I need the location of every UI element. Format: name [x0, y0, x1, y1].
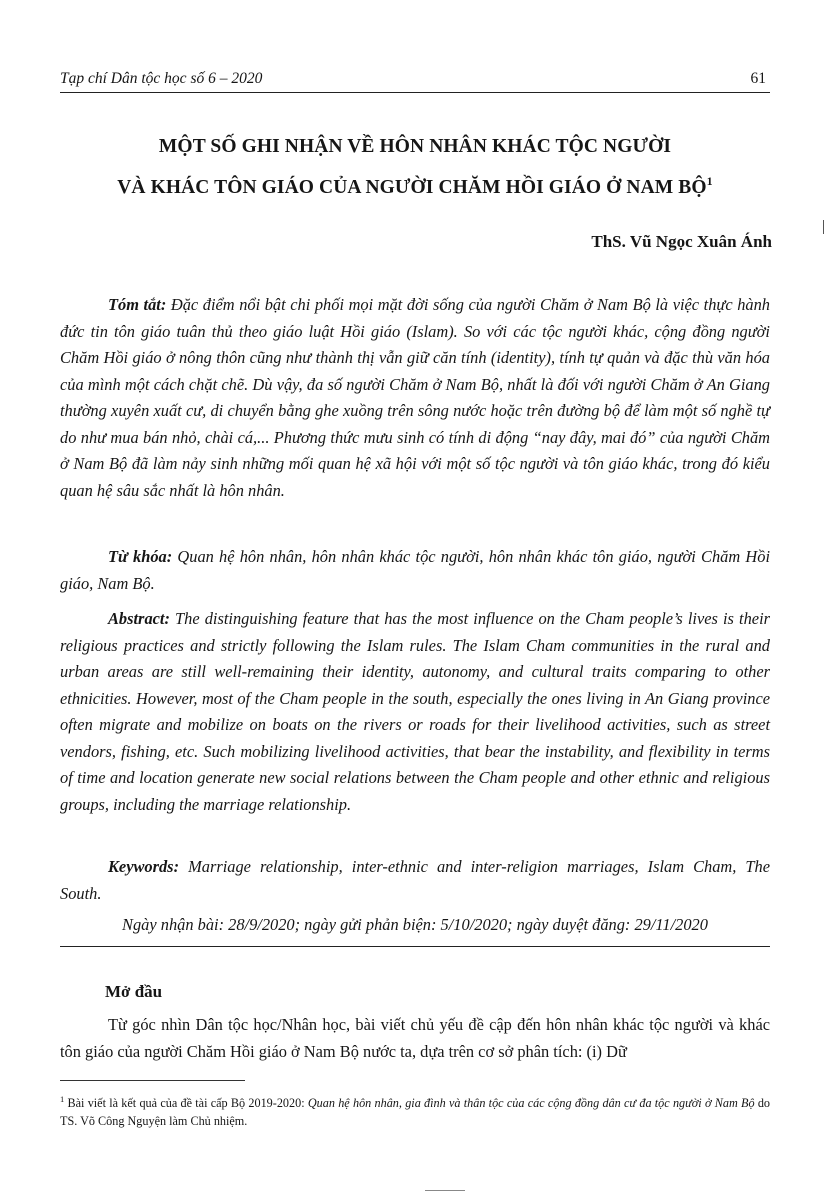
footnote	[60, 1090, 770, 1130]
keywords-vi-text: Quan hệ hôn nhân, hôn nhân khác tộc người, hôn nhân khác tôn giáo, người Chăm Hồi giáo, Nam Bộ.	[60, 547, 770, 593]
summary-text: Đặc điểm nổi bật chi phối mọi mặt đời sống của người Chăm ở Nam Bộ là việc thực hành đức tin tôn giáo tuân thủ theo giáo luật Hồi giáo (Islam). So với các tộc người khác, cộng đồng người Chăm Hồi giáo ở nông thôn cũng như thành thị vẫn giữ căn tính (identity), tính tự quản và đặc thù văn hóa của mình một cách chặt chẽ. Dù vậy, đa số người Chăm ở Nam Bộ, nhất là đối với người Chăm ở An Giang thường xuyên xuất cư, di chuyển bằng ghe xuồng trên sông nước hoặc trên đường bộ để làm một số nghề tự do như mua bán nhỏ, chài cá,... Phương thức mưu sinh có tính di động “nay đây, mai đó” của người Chăm ở Nam Bộ đã làm nảy sinh những mối quan hệ xã hội với một số tộc người và tôn giáo khác, trong đó kiểu quan hệ sâu sắc nhất là hôn nhân.	[60, 295, 770, 500]
footnote-mark: 1	[60, 1094, 65, 1104]
footnote-rule	[60, 1080, 245, 1081]
summary-label: Tóm tắt:	[108, 295, 167, 314]
footnote-prefix: Bài viết là kết quả của đề tài cấp Bộ 2019-2020:	[67, 1096, 308, 1111]
abstract-label: Abstract:	[108, 609, 170, 628]
keywords-en-text: Marriage relationship, inter-ethnic and inter-religion marriages, Islam Cham, The South.	[60, 857, 771, 903]
keywords-en-label: Keywords:	[108, 857, 180, 876]
intro-paragraph: Từ góc nhìn Dân tộc học/Nhân học, bài viết chủ yếu đề cập đến hôn nhân khác tộc người và khác tôn giáo của người Chăm Hồi giáo ở Nam Bộ nước ta, dựa trên cơ sở phân tích: (i) Dữ	[60, 1015, 770, 1061]
running-header	[60, 70, 770, 93]
keywords-vi-paragraph	[60, 544, 770, 597]
scan-bottom-mark	[425, 1190, 465, 1191]
title-line-2-text: VÀ KHÁC TÔN GIÁO CỦA NGƯỜI CHĂM HỒI GIÁO Ở NAM BỘ	[117, 177, 707, 198]
section-heading: Mở đầu	[105, 982, 163, 1001]
summary-paragraph	[60, 292, 770, 504]
section-divider	[60, 946, 770, 947]
abstract-text: The distinguishing feature that has the most influence on the Cham people’s lives is their religious practices and strictly following the Islam rules. The Islam Cham communities in the rural and urban areas are still well-remaining their identity, autonomy, and cultural traits comparing to other ethnicities. However, most of the Cham people in the south, especially the ones living in An Giang province often migrate and mobilize on boats on the rivers or roads for their livelihood activities, such as street vendors, fishing, etc. Such mobilizing livelihood activities, that bear the instability, and flexibility in terms of time and location generate new social relations between the Cham people and other ethnic and religious groups, including the marriage relationship.	[60, 609, 770, 814]
page-number: 61	[750, 70, 766, 87]
scan-edge-mark	[823, 220, 825, 234]
keywords-en-paragraph	[60, 854, 770, 907]
author-name: ThS. Vũ Ngọc Xuân Ánh	[591, 232, 772, 251]
journal-name: Tạp chí Dân tộc học số 6 – 2020	[60, 70, 263, 87]
title-footnote-ref[interactable]: 1	[706, 174, 713, 188]
submission-dates: Ngày nhận bài: 28/9/2020; ngày gửi phản biện: 5/10/2020; ngày duyệt đăng: 29/11/2020	[122, 915, 708, 934]
title-line-2	[60, 164, 770, 205]
keywords-vi-label: Từ khóa:	[108, 547, 173, 566]
title-line-1: MỘT SỐ GHI NHẬN VỀ HÔN NHÂN KHÁC TỘC NGƯỜI	[158, 136, 672, 157]
footnote-project-title: Quan hệ hôn nhân, gia đình và thân tộc của các cộng đồng dân cư đa tộc người ở Nam Bộ	[307, 1096, 755, 1111]
footnote-suffix: do TS. Võ Công Nguyện làm Chủ nhiệm.	[60, 1096, 770, 1129]
abstract-paragraph	[60, 606, 770, 818]
article-title	[60, 130, 770, 205]
